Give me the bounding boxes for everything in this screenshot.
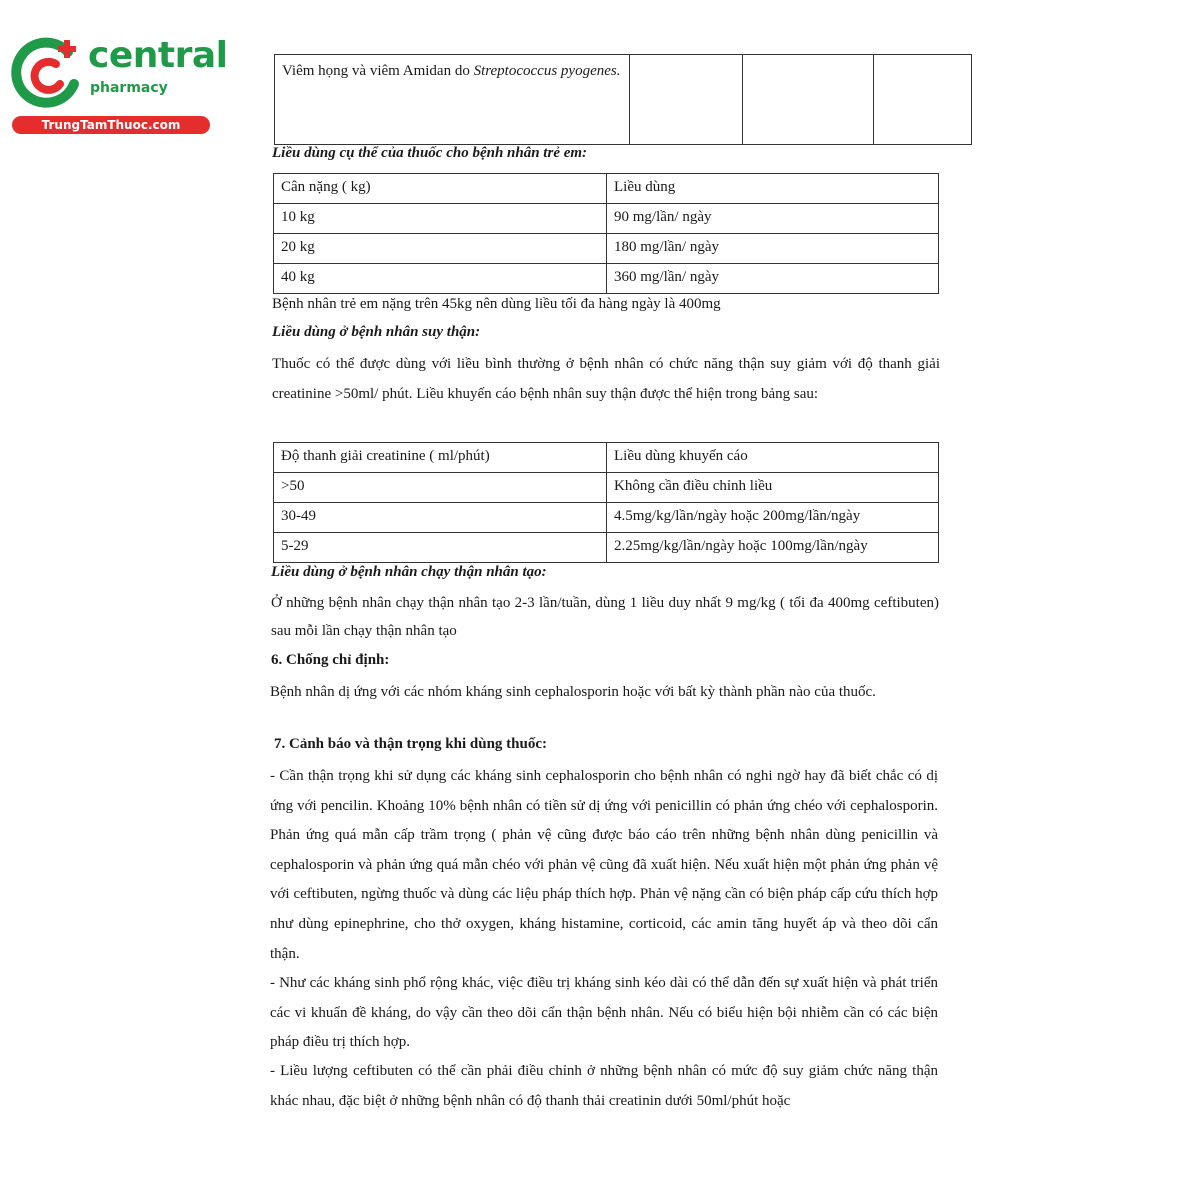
table-cell: 10 kg xyxy=(274,204,607,234)
indication-cell xyxy=(275,55,630,145)
table-header-cell: Liều dùng xyxy=(607,174,939,204)
table-cell: Không cần điều chỉnh liều xyxy=(607,473,939,503)
warnings-paragraph-3: - Liều lượng ceftibuten có thể cần phải điều chỉnh ở những bệnh nhân có mức độ suy giảm chức năng thận khác nhau, đặc biệt ở những bệnh nhân có độ thanh thải creatinin dưới 50ml/phút hoặc xyxy=(270,1063,938,1109)
empty-cell xyxy=(630,55,743,145)
table-cell: 360 mg/lần/ ngày xyxy=(607,264,939,294)
table-cell: 5-29 xyxy=(274,533,607,563)
indication-organism: Streptococcus pyogenes. xyxy=(473,63,621,79)
renal-heading: Liều dùng ở bệnh nhân suy thận: xyxy=(272,324,481,340)
child-dose-table xyxy=(273,173,939,294)
central-pharmacy-logo xyxy=(10,35,228,136)
table-cell: 2.25mg/kg/lần/ngày hoặc 100mg/lần/ngày xyxy=(607,533,939,563)
child-dose-note: Bệnh nhân trẻ em nặng trên 45kg nên dùng liều tối đa hàng ngày là 400mg xyxy=(272,296,721,312)
table-header-cell: Cân nặng ( kg) xyxy=(274,174,607,204)
empty-cell xyxy=(874,55,972,145)
warnings-heading: 7. Cảnh báo và thận trọng khi dùng thuốc: xyxy=(274,736,547,752)
contra-text: Bệnh nhân dị ứng với các nhóm kháng sinh cephalosporin hoặc với bất kỳ thành phần nào của thuốc. xyxy=(270,684,876,700)
contra-heading: 6. Chống chỉ định: xyxy=(271,652,390,668)
warnings-paragraph-2: - Như các kháng sinh phổ rộng khác, việc điều trị kháng sinh kéo dài có thể dẫn đến sự xuất hiện và phát triển các vi khuẩn đề kháng, do vậy cần theo dõi cẩn thận bệnh nhân. Nếu có biểu hiện bội nhiễm cần có các biện pháp điều trị thích hợp. xyxy=(270,975,938,1051)
table-cell: 20 kg xyxy=(274,234,607,264)
warnings-paragraph-1: - Cần thận trọng khi sử dụng các kháng sinh cephalosporin cho bệnh nhân có nghi ngờ hay đã biết chắc có dị ứng với pencilin. Khoảng 10% bệnh nhân có tiền sử dị ứng với penicillin có phản ứng chéo với cephalosporin. Phản ứng quá mẫn cấp trầm trọng ( phản vệ cũng được báo cáo trên những bệnh nhân dùng penicillin và cephalosporin và phản ứng quá mẫn chéo với phản vệ cũng đã xuất hiện. Nếu xuất hiện một phản ứng phản vệ với ceftibuten, ngừng thuốc và dùng các liệu pháp thích hợp. Phản vệ nặng cần có biện pháp cấp cứu thích hợp như dùng epinephrine, cho thở oxygen, kháng histamine, corticoid, các amin tăng huyết áp và theo dõi cẩn thận. xyxy=(270,768,938,962)
table-header-cell: Liều dùng khuyến cáo xyxy=(607,443,939,473)
renal-dose-table xyxy=(273,442,939,563)
table-cell: 180 mg/lần/ ngày xyxy=(607,234,939,264)
table-header-cell: Độ thanh giải creatinine ( ml/phút) xyxy=(274,443,607,473)
table-cell: >50 xyxy=(274,473,607,503)
logo-site-ribbon: TrungTamThuoc.com xyxy=(12,116,210,134)
table-cell: 30-49 xyxy=(274,503,607,533)
indication-table-fragment xyxy=(274,54,972,145)
pharmacy-logo-icon xyxy=(10,36,88,114)
renal-text: Thuốc có thể được dùng với liều bình thường ở bệnh nhân có chức năng thận suy giảm với độ thanh giải creatinine >50ml/ phút. Liều khuyến cáo bệnh nhân suy thận được thể hiện trong bảng sau: xyxy=(272,356,940,402)
table-cell: 90 mg/lần/ ngày xyxy=(607,204,939,234)
logo-sub-text: pharmacy xyxy=(90,80,168,96)
table-cell: 40 kg xyxy=(274,264,607,294)
child-dose-heading: Liều dùng cụ thể của thuốc cho bệnh nhân trẻ em: xyxy=(272,145,588,161)
logo-brand-text: central xyxy=(88,35,228,76)
empty-cell xyxy=(743,55,874,145)
dialysis-text: Ở những bệnh nhân chạy thận nhân tạo 2-3 lần/tuần, dùng 1 liều duy nhất 9 mg/kg ( tối đa 400mg ceftibuten) sau mỗi lần chạy thận nhân tạo xyxy=(271,595,939,639)
indication-text: Viêm họng và viêm Amidan do xyxy=(282,63,474,79)
table-cell: 4.5mg/kg/lần/ngày hoặc 200mg/lần/ngày xyxy=(607,503,939,533)
dialysis-heading: Liều dùng ở bệnh nhân chạy thận nhân tạo: xyxy=(271,564,547,580)
